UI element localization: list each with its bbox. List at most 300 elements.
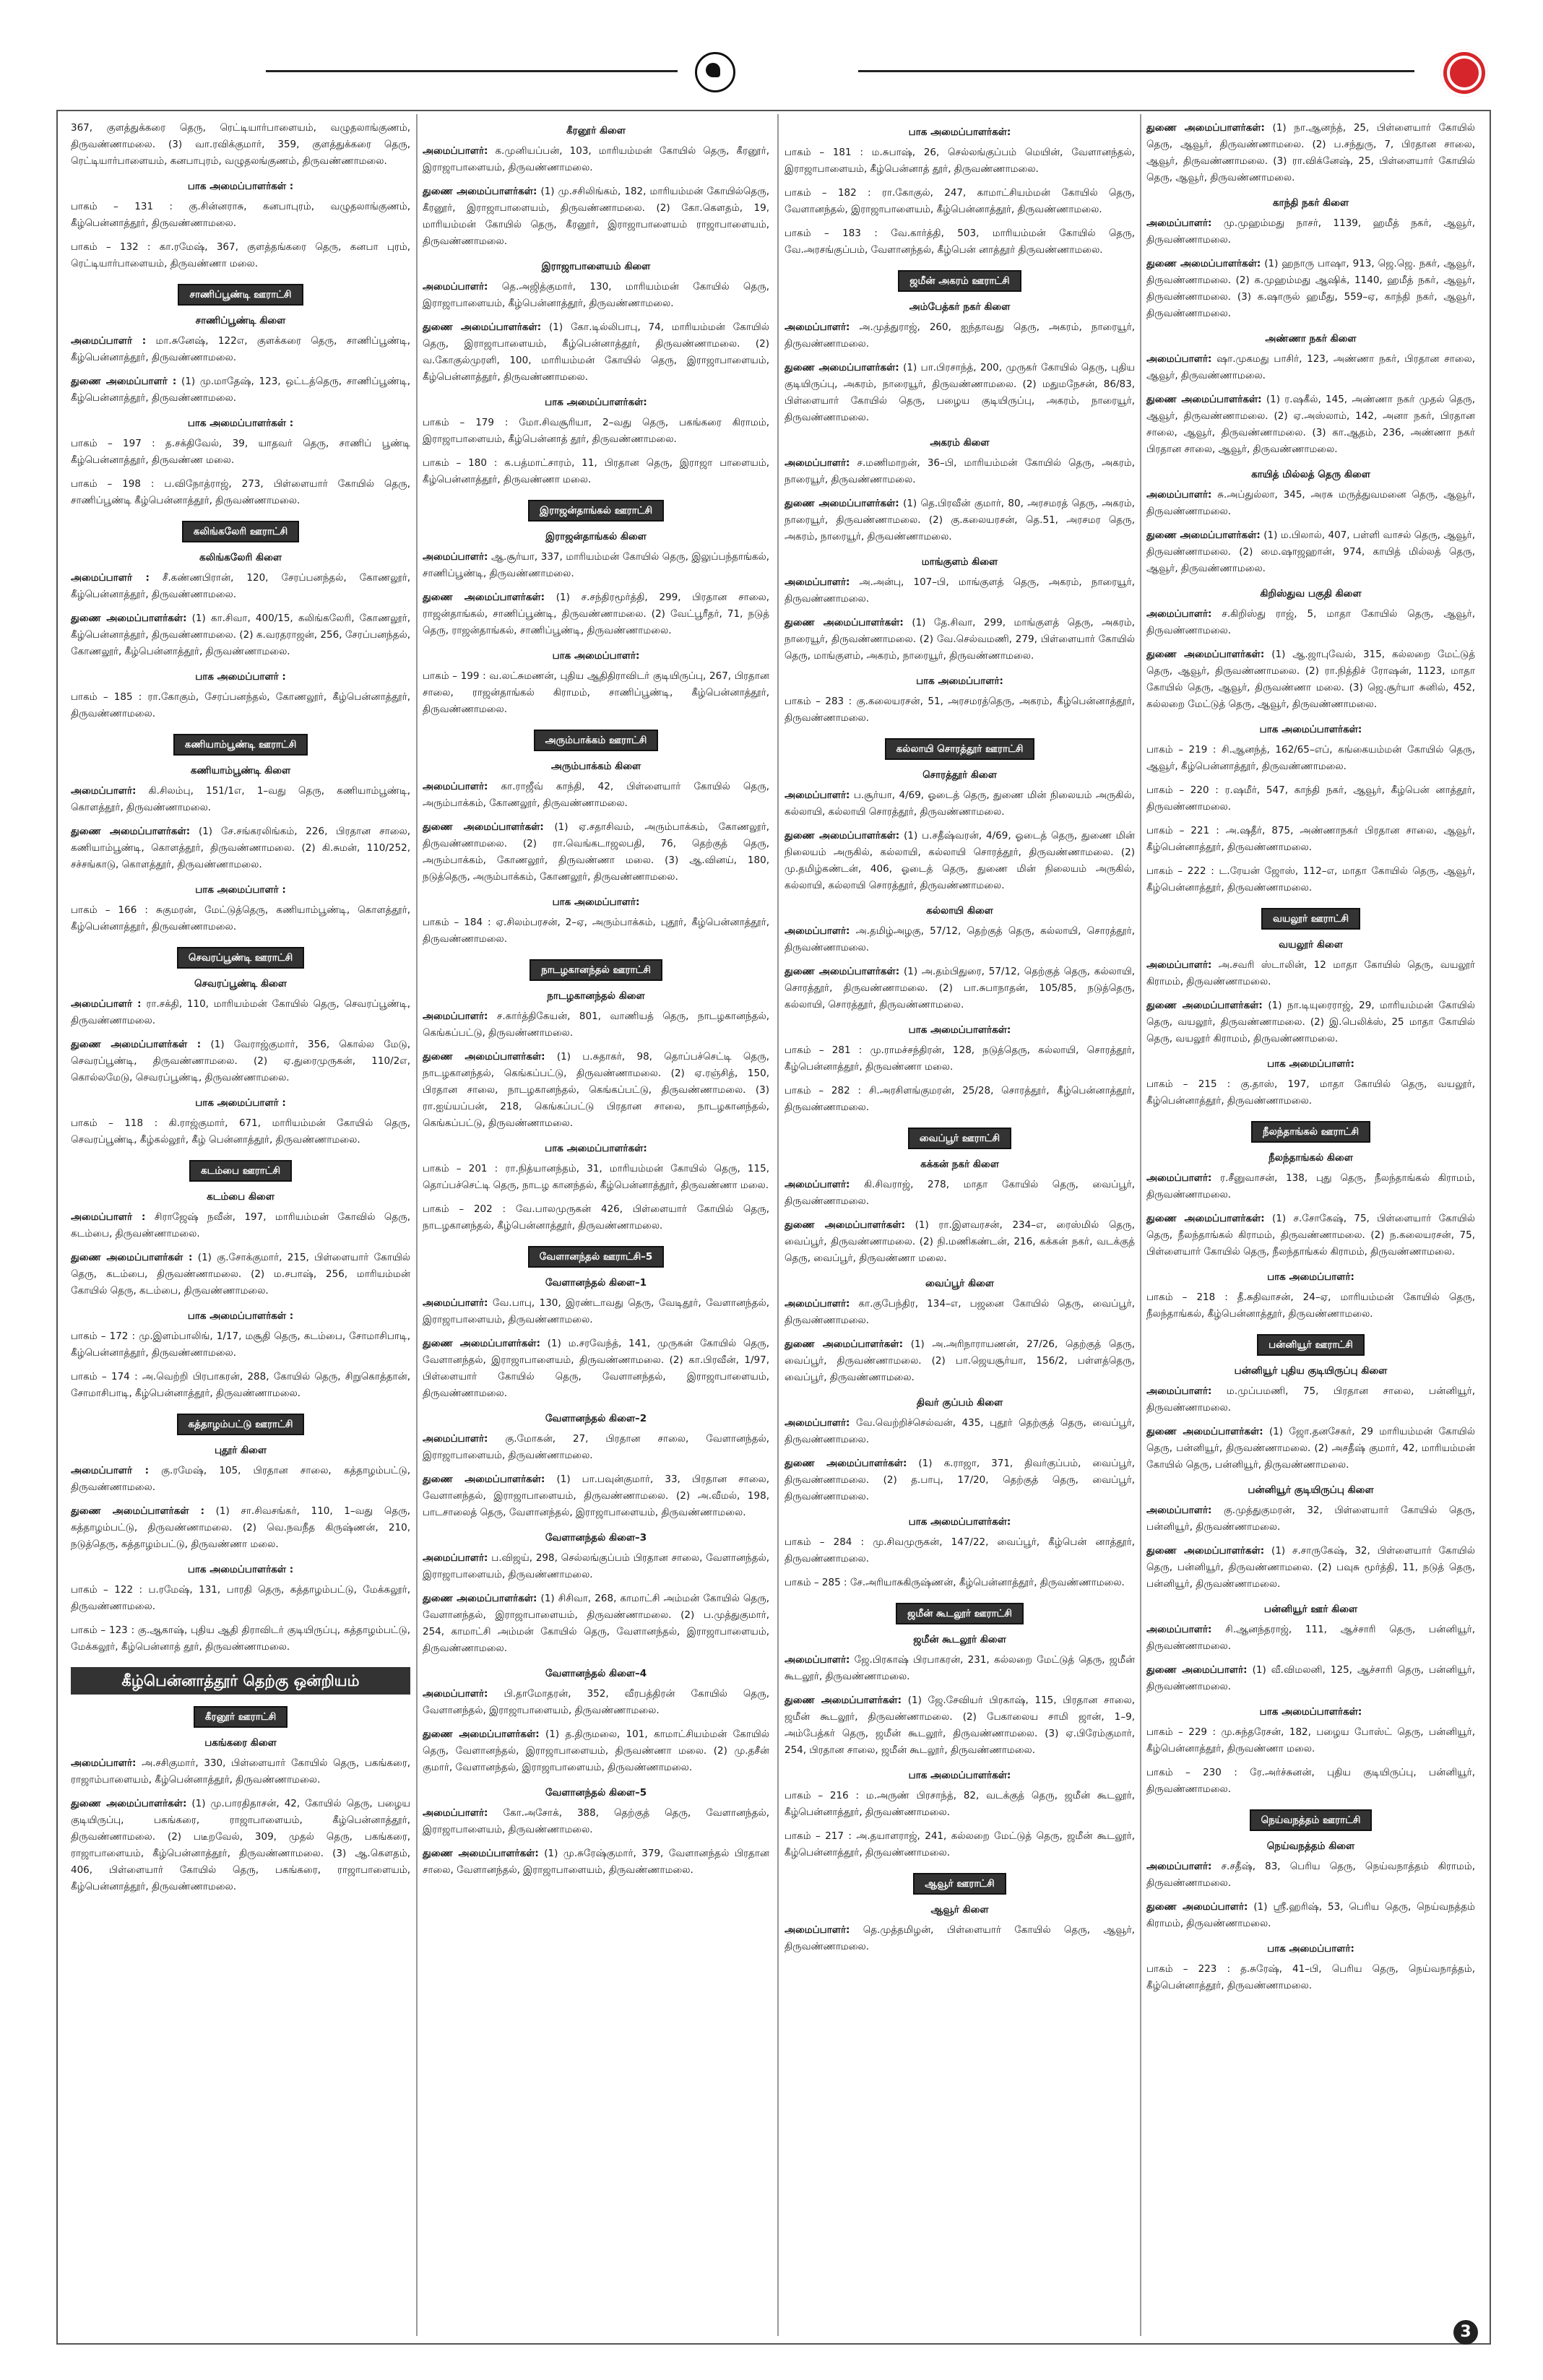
- entry-text: (1) மு.மாதேஷ், 123, ஒட்டத்தெரு, சாணிப்பூண்டி, கீழ்பென்னாத்தூர், திருவண்ணாமலை.: [71, 376, 410, 404]
- entry-paragraph: [785, 828, 1135, 894]
- role-label: துணை அமைப்பாளர்கள்:: [785, 1695, 902, 1706]
- panchayat-banner: [785, 738, 1135, 760]
- entry-paragraph: [1146, 1899, 1475, 1932]
- role-label: துணை அமைப்பாளர்கள்:: [423, 1848, 539, 1859]
- entry-paragraph: [785, 225, 1135, 259]
- branch-heading: சொரத்தூர் கிளை: [922, 769, 997, 781]
- branch-heading: அகரம் கிளை: [930, 437, 990, 449]
- entry-paragraph: [785, 693, 1135, 727]
- panchayat-banner: [71, 1706, 410, 1728]
- panchayat-banner-text: நாடழகானந்தல் ஊராட்சி: [530, 959, 662, 981]
- entry-paragraph: [1146, 606, 1475, 639]
- entry-text: வே.வெற்றிச்செல்வன், 435, புதூர் தெற்குத் தெரு, வைப்பூர், திருவண்ணாமலை.: [785, 1417, 1135, 1445]
- entry-text: பாகம் – 217 : அ.தயாளராஜ், 241, கல்லறை மேட்டுத் தெரு, ஜமீன் கூடலூர், கீழ்பென்னாத்தூர், திருவண்ணாமலை.: [785, 1830, 1135, 1858]
- entry-text: பாகம் – 282 : சி.அரசிளங்குமரன், 25/28, சொரத்தூர், கீழ்பென்னாத்தூர், திருவண்ணாமலை.: [785, 1085, 1135, 1113]
- entry-paragraph: [71, 1622, 410, 1656]
- role-label: அமைப்பாளர்:: [785, 789, 850, 801]
- entry-paragraph: [1146, 1424, 1475, 1474]
- branch-heading: வயலூர் கிளை: [1279, 939, 1343, 951]
- entry-paragraph: [423, 1591, 769, 1657]
- section-subheading: பாக அமைப்பாளர்:: [916, 675, 1003, 687]
- entry-paragraph: [785, 615, 1135, 665]
- column-4: [1146, 120, 1475, 2330]
- entry-paragraph: [1146, 742, 1475, 775]
- entry-paragraph: [423, 819, 769, 886]
- entry-text: அ.அன்பு, 107–பி, மாங்குளத் தெரு, அகரம், நாரையூர், திருவண்ணாமலை.: [785, 576, 1135, 605]
- role-label: அமைப்பாளர்:: [1146, 217, 1212, 229]
- entry-paragraph: [71, 1755, 410, 1788]
- entry-text: தெ.முத்தமிழன், பிள்ளையார் கோயில் தெரு, ஆவூர், திருவண்ணாமலை.: [785, 1924, 1135, 1952]
- entry-paragraph: [785, 1692, 1135, 1759]
- panchayat-banner-text: பன்னியூர் ஊராட்சி: [1257, 1334, 1365, 1356]
- entry-paragraph: [423, 415, 769, 448]
- role-label: அமைப்பாளர் :: [71, 572, 150, 584]
- entry-paragraph: [423, 1686, 769, 1719]
- branch-heading: சாணிப்பூண்டி கிளை: [195, 315, 286, 326]
- entry-text: பாகம் – 284 : மு.சிவமுருகன், 147/22, வைப்பூர், கீழ்பென் னாத்தூர், திருவண்ணாமலை.: [785, 1536, 1135, 1565]
- section-subheading: பாக அமைப்பாளர்கள்:: [908, 126, 1011, 138]
- entry-paragraph: [785, 1575, 1135, 1591]
- entry-paragraph: [423, 1161, 769, 1194]
- entry-paragraph: [1146, 1662, 1475, 1695]
- entry-text: 367, குளத்துக்கரை தெரு, ரெட்டியார்பாளையம், வழுதலாங்குணம், திருவண்ணாமலை. (3) வா.ரவிக்குமார், 359, குளத்துக்கரை தெரு, ரெட்டியார்பாளையம், கனபாபுரம், வழுதலங்குணம், திருவண்ணாமலை.: [71, 122, 410, 167]
- entry-paragraph: [1146, 351, 1475, 384]
- section-subheading: பாக அமைப்பாளர்கள்:: [908, 1770, 1011, 1781]
- section-subheading: பாக அமைப்பாளர்:: [1267, 1271, 1354, 1283]
- entry-paragraph: [1146, 215, 1475, 248]
- entry-text: பாகம் – 122 : ப.ரமேஷ், 131, பாரதி தெரு, கத்தாழம்பட்டு, மேக்கலூர், திருவண்ணாமலை.: [71, 1584, 410, 1612]
- entry-text: கு.முத்துகுமரன், 32, பிள்ளையார் கோயில் தெரு, பன்னியூர், திருவண்ணாமலை.: [1146, 1505, 1475, 1533]
- role-label: துணை அமைப்பாளர்கள்:: [1146, 1426, 1263, 1437]
- entry-text: (1) சே.சங்கரலிங்கம், 226, பிரதான சாலை, கணியாம்பூண்டி, கொளத்தூர், திருவண்ணாமலை. (2) கி.சுமன், 110/252, சச்சங்காடு, கொளத்தூர், திருவண்ணாமலை.: [71, 826, 410, 870]
- role-label: துணை அமைப்பாளர்கள்:: [785, 1338, 903, 1350]
- entry-paragraph: [71, 902, 410, 935]
- role-label: துணை அமைப்பாளர்கள்:: [423, 321, 542, 333]
- entry-text: (1) ப.சுதாகர், 98, தொப்பச்செட்டி தெரு, நாடழகானந்தல், கெங்கப்பட்டு, திருவண்ணாமலை. (2) ஏ.ரஞ்சித், 150, பிரதான சாலை, நாடழகானந்தல், கெங்கப்பட்டு, திருவண்ணாமலை. (3) ரா.ஐய்யப்பன், 218, கெங்கப்பட்டு பிரதான சாலை, நாடழகானந்தல், கெங்கப்பட்டு, திருவண்ணாமலை.: [423, 1051, 769, 1129]
- section-subheading: பாக அமைப்பாளர்:: [1267, 1058, 1354, 1070]
- panchayat-banner-text: நீலந்தாங்கல் ஊராட்சி: [1251, 1121, 1370, 1143]
- panchayat-banner: [71, 1414, 410, 1435]
- section-subheading: பாக அமைப்பாளர்கள்:: [908, 1516, 1011, 1528]
- entry-paragraph: [71, 333, 410, 366]
- role-label: அமைப்பாளர்:: [71, 1757, 137, 1769]
- panchayat-banner: [1146, 1334, 1475, 1356]
- entry-text: மு.முஹம்மது நாசர், 1139, ஹமீத் நகர், ஆவூர், திருவண்ணாமலை.: [1146, 217, 1475, 246]
- section-subheading: பாக அமைப்பாளர்கள்:: [908, 1024, 1011, 1036]
- entry-text: ஆ.சூர்யா, 337, மாரியம்மன் கோயில் தெரு, இலுப்பந்தாங்கல், சாணிப்பூண்டி, திருவண்ணாமலை.: [423, 551, 769, 579]
- role-label: அமைப்பாளர்:: [1146, 959, 1212, 971]
- column-divider: [777, 114, 779, 2336]
- entry-text: பாகம் – 285 : சே.அரியாசுகிருஷ்ணன், கீழ்பென்னாத்தூர், திருவண்ணாமலை.: [785, 1577, 1125, 1588]
- entry-text: அ.முத்துராஜ், 260, ஐந்தாவது தெரு, அகரம், நாரையூர், திருவண்ணாமலை.: [785, 321, 1135, 350]
- entry-text: ச.மணிமாறன், 36–பி, மாரியம்மன் கோயில் தெரு, அகரம், நாரையூர், திருவண்ணாமலை.: [785, 457, 1135, 485]
- entry-text: பாகம் – 132 : கா.ரமேஷ், 367, குளத்தங்கரை தெரு, கனபா புரம், ரெட்டியார்பாளையம், திருவண்ணா மலை.: [71, 241, 410, 269]
- entry-paragraph: [785, 1177, 1135, 1210]
- branch-heading: வேளானந்தல் கிளை–2: [545, 1413, 647, 1424]
- panchayat-banner: [1146, 908, 1475, 930]
- entry-text: (1) தே.சிவா, 299, மாங்குளத் தெரு, அகரம், நாரையூர், திருவண்ணாமலை. (2) வே.செல்வமணி, 279, பிள்ளையார் கோயில் தெரு, மாங்குளம், அகரம், நாரையூர், திருவண்ணாமலை.: [785, 617, 1135, 662]
- entry-paragraph: [1146, 1211, 1475, 1260]
- entry-paragraph: [785, 360, 1135, 426]
- panchayat-banner: [785, 1128, 1135, 1149]
- section-subheading: பாக அமைப்பாளர்:: [552, 896, 640, 908]
- role-label: துணை அமைப்பாளர்கள்:: [785, 1458, 907, 1469]
- entry-text: கா.குபேந்திர, 134–எ, பஜனை கோயில் தெரு, வைப்பூர், திருவண்ணாமலை.: [785, 1298, 1135, 1326]
- role-label: துணை அமைப்பாளர்கள் :: [71, 1252, 193, 1263]
- entry-text: (1) ச.சந்திரமூர்த்தி, 299, பிரதான சாலை, ராஜன்தாங்கல், சாணிப்பூண்டி, திருவண்ணாமலை. (2) வேட்பூரீதர், 71, நடுத் தெரு, ராஜன்தாங்கல், சாணிப்பூண்டி, திருவண்ணாமலை.: [423, 592, 769, 636]
- entry-text: (1) தெ.பிரவீன் குமார், 80, அரசமரத் தெரு, அகரம், நாரையூர், திருவண்ணாமலை. (2) கு.கலையரசன், தெ.51, அரசமர தெரு, அகரம், நாரையூர், திருவண்ணாமலை.: [785, 498, 1135, 542]
- role-label: அமைப்பாளர்:: [1146, 1861, 1212, 1872]
- entry-paragraph: [785, 185, 1135, 218]
- entry-paragraph: [1146, 391, 1475, 458]
- entry-paragraph: [423, 1336, 769, 1402]
- entry-text: (1) ம.பிலால், 407, பள்ளி வாசல் தெரு, ஆவூர், திருவண்ணாமலை. (2) மை.ஷாஜஹான், 974, காயித் மில்லத் தெரு, ஆவூர், திருவண்ணாமலை.: [1146, 529, 1475, 574]
- entry-paragraph: [785, 1788, 1135, 1821]
- panchayat-banner: [71, 947, 410, 969]
- entry-paragraph: [423, 668, 769, 718]
- role-label: அமைப்பாளர்:: [785, 576, 850, 588]
- entry-text: பாகம் – 218 : தீ.சுதிவாசன், 24–ஏ, மாரியம்மன் கோயில் தெரு, நீலந்தாங்கல், கீழ்பென்னாத்தூர், திருவண்ணாமலை.: [1146, 1291, 1475, 1320]
- panchayat-banner-text: கல்லாயி சொரத்தூர் ஊராட்சி: [885, 738, 1035, 760]
- role-label: துணை அமைப்பாளர்:: [1146, 1664, 1248, 1676]
- entry-paragraph: [1146, 823, 1475, 856]
- entry-paragraph: [71, 996, 410, 1029]
- section-subheading: பாக அமைப்பாளர்கள்:: [545, 397, 647, 408]
- role-label: அமைப்பாளர்:: [785, 321, 850, 333]
- panchayat-banner-text: கத்தாழம்பட்டு ஊராட்சி: [177, 1414, 305, 1435]
- entry-paragraph: [1146, 487, 1475, 520]
- role-label: துணை அமைப்பாளர்கள்:: [423, 1051, 545, 1063]
- entry-paragraph: [71, 1369, 410, 1402]
- entry-paragraph: [423, 279, 769, 312]
- role-label: அமைப்பாளர்:: [423, 781, 488, 792]
- entry-paragraph: [1146, 1076, 1475, 1109]
- entry-text: (1) நா.ஆனந்த், 25, பிள்ளையார் கோயில் தெரு, ஆவூர், திருவண்ணாமலை. (2) ப.சந்துரு, 7, பிரதான சாலை, ஆவூர், திருவண்ணாமலை. (3) ரா.விக்னேஷ், 25, பிள்ளையார் கோயில் தெரு, ஆவூர், திருவண்ணாமலை.: [1146, 122, 1475, 183]
- panchayat-banner: [71, 284, 410, 306]
- branch-heading: பன்னியூர் குடியிருப்பு கிளை: [1248, 1484, 1374, 1496]
- entry-paragraph: [71, 1463, 410, 1496]
- role-label: துணை அமைப்பாளர்கள்:: [1146, 394, 1262, 405]
- panchayat-banner-text: ஜமீன் அகரம் ஊராட்சி: [898, 270, 1021, 292]
- entry-paragraph: [423, 549, 769, 582]
- entry-paragraph: [423, 1431, 769, 1464]
- entry-text: (1) ஆ.ஜாபுவேல், 315, கல்லறை மேட்டுத் தெரு, ஆவூர், திருவண்ணாமலை. (2) ரா.நித்திச் ரோஷன், 1123, மாதா கோயில் தெரு, ஆவூர், திருவண்ணா மலை. (3) ஜெ.சூர்யா சுனில், 452, கல்லறை மேட்டுத் தெரு, ஆவூர், திருவண்ணாமலை.: [1146, 649, 1475, 710]
- header-rule-right: [858, 70, 1414, 72]
- branch-heading: மாங்குளம் கிளை: [921, 556, 998, 568]
- entry-paragraph: [423, 1845, 769, 1879]
- entry-text: கா.ராஜீவ் காந்தி, 42, பிள்ளையார் கோயில் தெரு, அரும்பாக்கம், கோணலூர், திருவண்ணாமலை.: [423, 781, 769, 809]
- section-subheading: பாக அமைப்பாளர்:: [1267, 1943, 1354, 1955]
- entry-text: கி.சிவராஜ், 278, மாதா கோயில் தெரு, வைப்பூர், திருவண்ணாமலை.: [785, 1179, 1135, 1207]
- role-label: அமைப்பாளர்:: [785, 1417, 850, 1429]
- entry-text: (1) சா.சிவசங்கர், 110, 1–வது தெரு, கத்தாழம்பட்டு, திருவண்ணாமலை. (2) வெ.நவநீத கிருஷ்ணன், 210, நடுத்தெரு, கத்தாழம்பட்டு, திருவண்ணா மலை.: [71, 1505, 410, 1550]
- branch-heading: கணியாம்பூண்டி கிளை: [190, 765, 291, 776]
- entry-text: ப.சூர்யா, 4/69, ஓடைத் தெரு, துணை மின் நிலையம் அருகில், கல்லாயி, கல்லாயி சொரத்தூர், திருவண்ணாமலை.: [785, 789, 1135, 818]
- branch-heading: கல்லாயி கிளை: [926, 905, 993, 917]
- entry-paragraph: [785, 1336, 1135, 1386]
- entry-paragraph: [71, 1115, 410, 1148]
- entry-paragraph: [785, 1042, 1135, 1076]
- section-subheading: பாக அமைப்பாளர்கள் :: [187, 1310, 294, 1322]
- entry-text: ஜே.பிரகாஷ் பிரபாகரன், 231, கல்லறை மேட்டுத் தெரு, ஜமீன் கூடலூர், திருவண்ணாமலை.: [785, 1654, 1135, 1682]
- entry-paragraph: [1146, 646, 1475, 713]
- entry-paragraph: [423, 914, 769, 948]
- role-label: அமைப்பாளர்:: [423, 281, 488, 293]
- entry-paragraph: [71, 1328, 410, 1362]
- entry-text: பாகம் – 201 : ரா.நித்யானந்தம், 31, மாரியம்மன் கோயில் தெரு, 115, தொப்பச்செட்டி தெரு, நாடழ கானந்தல், கீழ்பென்னாத்தூர், திருவண்ணா மலை.: [423, 1163, 769, 1191]
- entry-text: (1) கா.சிவா, 400/15, கலிங்கலேரி, கோணலூர், கீழ்பென்னாத்தூர், திருவண்ணாமலை. (2) க.வரதராஜன், 256, சேரப்பனந்தல், கோணலூர், கீழ்பென்னாத்தூர், திருவண்ணாமலை.: [71, 613, 410, 657]
- entry-text: ப.விஜய், 298, செல்லங்குப்பம் பிரதான சாலை, வேளானந்தல், இராஜாபாளையம், திருவண்ணாமலை.: [423, 1552, 769, 1580]
- column-1: [71, 120, 410, 2330]
- entry-paragraph: [785, 574, 1135, 607]
- role-label: அமைப்பாளர்:: [785, 1654, 850, 1666]
- entry-text: பாகம் – 166 : சுகுமரன், மேட்டுத்தெரு, கணியாம்பூண்டி, கொளத்தூர், கீழ்பென்னாத்தூர், திருவண்ணாமலை.: [71, 904, 410, 932]
- role-label: துணை அமைப்பாளர்கள்:: [423, 1474, 545, 1485]
- section-subheading: பாக அமைப்பாளர் :: [195, 1097, 286, 1109]
- entry-paragraph: [1146, 782, 1475, 815]
- role-label: அமைப்பாளர்:: [1146, 608, 1212, 620]
- role-label: துணை அமைப்பாளர்கள்:: [1146, 649, 1265, 660]
- role-label: துணை அமைப்பாளர்கள்:: [1146, 529, 1261, 541]
- entry-paragraph: [423, 319, 769, 386]
- panchayat-banner: [423, 730, 769, 751]
- entry-text: பாகம் – 229 : மு.சுந்தரேசன், 182, பழைய போஸ்ட் தெரு, பன்னியூர், கீழ்பென்னாத்தூர், திருவண்ணா மலை.: [1146, 1726, 1475, 1754]
- entry-text: (1) த.திருமலை, 101, காமாட்சியம்மன் கோயில் தெரு, வேளானந்தல், இராஜாபாளையம், திருவண்ணா மலை. (2) மு.தசீன் குமார், வேளானந்தல், இராஜாபாளையம், திருவண்ணாமலை.: [423, 1728, 769, 1773]
- entry-text: (1) ச.சோகேஷ், 75, பிள்ளையார் கோயில் தெரு, நீலந்தாங்கல் கிராமம், திருவண்ணாமலை. (2) ந.கலையரசன், 75, பிள்ளையார் கோயில் தெரு, நீலந்தாங்கல் கிராமம், திருவண்ணாமலை.: [1146, 1213, 1475, 1258]
- role-label: துணை அமைப்பாளர்கள்:: [1146, 1213, 1265, 1224]
- role-label: அமைப்பாளர்:: [423, 1011, 488, 1022]
- entry-paragraph: [1146, 1543, 1475, 1593]
- entry-paragraph: [423, 183, 769, 250]
- entry-text: (1) மு.பாரதிதாசன், 42, கோயில் தெரு, பழைய குடியிருப்பு, பகங்கரை, ராஜாபாளையம், கீழ்பென்னாத்தூர், திருவண்ணாமலை. (2) படீறவேல், 309, முதல் தெரு, பகங்கரை, ராஜாபாளையம், கீழ்பென்னாத்தூர், திருவண்ணாமலை. (3) ஆ.கௌதம், 406, பிள்ளையார் கோயில் தெரு, பகங்கரை, ராஜாபாளையம், கீழ்பென்னாத்தூர், திருவண்ணாமலை.: [71, 1798, 410, 1892]
- role-label: துணை அமைப்பாளர்கள்:: [1146, 1545, 1265, 1557]
- entry-text: பாகம் – 185 : ரா.கோகும், சேரப்பனந்தல், கோணலூர், கீழ்பென்னாத்தூர், திருவண்ணாமலை.: [71, 691, 410, 719]
- panchayat-banner-text: கலிங்கலேரி ஊராட்சி: [182, 521, 299, 542]
- role-label: அமைப்பாளர்:: [1146, 1385, 1212, 1397]
- entry-paragraph: [1146, 1724, 1475, 1757]
- branch-heading: வேளானந்தல் கிளை–1: [545, 1277, 647, 1289]
- branch-heading: அரும்பாக்கம் கிளை: [550, 761, 641, 772]
- entry-paragraph: [71, 476, 410, 509]
- entry-text: பாகம் – 131 : கு.சின்னராசு, கனபாபுரம், வழுதலாங்குணம், கீழ்பென்னாத்தூர், திருவண்ணாமலை.: [71, 201, 410, 229]
- entry-text: (1) ர.ஷகீல், 145, அண்ணா நகர் முதல் தெரு, ஆவூர், திருவண்ணாமலை. (2) ஏ.அஸ்லாம், 142, அனா நகர், பிரதான சாலை, ஆவூர், திருவண்ணாமலை. (3) கா.ஆதம், 236, அண்ணா நகர் பிரதான சாலை, ஆவூர், திருவண்ணாமலை.: [1146, 394, 1475, 455]
- section-subheading: பாக அமைப்பாளர்கள்:: [545, 1143, 647, 1154]
- entry-paragraph: [785, 144, 1135, 178]
- entry-text: பாகம் – 182 : ரா.கோகுல், 247, காமாட்சியம்மன் கோயில் தெரு, வேளானந்தல், இராஜாபாளையம், கீழ்பென்னாத்தூர், திருவண்ணாமலை.: [785, 187, 1135, 215]
- emblem-icon: [695, 52, 735, 92]
- entry-text: (1) வேராஜ்குமார், 356, கொல்ல மேடு, செவரப்பூண்டி, திருவண்ணாமலை. (2) ஏ.துரைமுருகன், 110/2எ, கொல்லமேடு, செவரப்பூண்டி, திருவண்ணாமலை.: [71, 1039, 410, 1083]
- panchayat-banner-text: இராஜன்தாங்கல் ஊராட்சி: [528, 500, 664, 522]
- branch-heading: கீரனூர் கிளை: [566, 125, 626, 137]
- entry-text: சு.அப்துல்லா, 345, அரசு மருத்துவமனை தெரு, ஆவூர், திருவண்ணாமலை.: [1146, 489, 1475, 517]
- entry-text: ம.முப்பமணி, 75, பிரதான சாலை, பன்னியூர், திருவண்ணாமலை.: [1146, 1385, 1475, 1414]
- branch-heading: காந்தி நகர் கிளை: [1272, 197, 1349, 209]
- entry-paragraph: [785, 1455, 1135, 1505]
- entry-text: (1) க.ராஜா, 371, திவர்குப்பம், வைப்பூர், திருவண்ணாமலை. (2) த.பாபு, 17/20, தெற்குத் தெரு, வைப்பூர், திருவண்ணாமலை.: [785, 1458, 1135, 1502]
- role-label: அமைப்பாளர்:: [1146, 1624, 1212, 1635]
- column-3: [785, 120, 1135, 2330]
- entry-text: பாகம் – 223 : த.சுரேஷ், 41–பி, பெரிய தெரு, நெய்வநாத்தம், கீழ்பென்னாத்தூர், திருவண்ணாமலை.: [1146, 1963, 1475, 1991]
- entry-paragraph: [71, 239, 410, 272]
- entry-paragraph: [1146, 1622, 1475, 1655]
- entry-paragraph: [785, 1922, 1135, 1955]
- branch-heading: வேளானந்தல் கிளை–3: [545, 1532, 647, 1544]
- role-label: அமைப்பாளர்:: [785, 1179, 850, 1190]
- entry-paragraph: [423, 779, 769, 812]
- entry-paragraph: [785, 1217, 1135, 1267]
- entry-text: (1) ரா.இளவரசன், 234–எ, ரைஸ்மில் தெரு, வைப்பூர், திருவண்ணாமலை. (2) நி.மணிகண்டன், 216, கக்கன் நகர், வடக்குத் தெரு, வைப்பூர், திருவண்ணா மலை.: [785, 1219, 1135, 1264]
- panchayat-banner-text: நெய்வநத்தம் ஊராட்சி: [1250, 1809, 1373, 1831]
- entry-paragraph: [423, 1049, 769, 1132]
- entry-paragraph: [71, 689, 410, 722]
- entry-paragraph: [1146, 120, 1475, 186]
- entry-text: சி.ஆனந்தராஜ், 111, ஆச்சாரி தெரு, பன்னியூர், திருவண்ணாமலை.: [1146, 1624, 1475, 1652]
- entry-text: பாகம் – 174 : அ.வெற்றி பிரபாகரன், 288, கோயில் தெரு, சிறுகொத்தான், சோமாசிபாடி, கீழ்பென்னாத்தூர், திருவண்ணாமலை.: [71, 1371, 410, 1399]
- branch-heading: கலிங்கலேரி கிளை: [199, 552, 282, 563]
- entry-text: பாகம் – 179 : மோ.சிவசூரியா, 2–வது தெரு, பகங்கரை கிராமம், இராஜாபாளையம், கீழ்பென்னாத் தூர், திருவண்ணாமலை.: [423, 417, 769, 445]
- branch-heading: அண்ணா நகர் கிளை: [1265, 333, 1357, 345]
- panchayat-banner: [71, 734, 410, 756]
- panchayat-banner-text: ஜமீன் கூடலூர் ஊராட்சி: [896, 1603, 1024, 1624]
- entry-text: பாகம் – 172 : மு.இளம்பாலிங், 1/17, மசூதி தெரு, கடம்பை, சோமாசிபாடி, கீழ்பென்னாத்தூர், திருவண்ணாமலை.: [71, 1330, 410, 1359]
- entry-text: (1) நா.டியுரைராஜ், 29, மாரியம்மன் கோயில் தெரு, வயலூர், திருவண்ணாமலை. (2) இ.பெலிக்ஸ், 25 மாதா கோயில் தெரு, வயலூர் கிராமம், திருவண்ணாமலை.: [1146, 1000, 1475, 1044]
- entry-text: பாகம் – 183 : வே.கார்த்தி, 503, மாரியம்மன் கோயில் தெரு, வே.அரசங்குப்பம், வேளானந்தல், கீழ்பென் னாத்தூர் திருவண்ணாமலை.: [785, 228, 1135, 256]
- entry-paragraph: [71, 436, 410, 469]
- entry-paragraph: [785, 1652, 1135, 1685]
- entry-paragraph: [71, 610, 410, 660]
- entry-text: பாகம் – 230 : ரே.அர்ச்சுனன், புதிய குடியிருப்பு, பன்னியூர், திருவண்ணாமலை.: [1146, 1767, 1475, 1795]
- entry-text: சீ.கண்ணபிரான், 120, சேரப்பனந்தல், கோணலூர், கீழ்பென்னாத்தூர், திருவண்ணாமலை.: [71, 572, 410, 600]
- branch-heading: ஜமீன் கூடலூர் கிளை: [913, 1634, 1006, 1645]
- entry-paragraph: [1146, 1961, 1475, 1994]
- entry-text: பாகம் – 219 : சி.ஆனந்த், 162/65–எப், கங்கையம்மன் கோயில் தெரு, ஆவூர், கீழ்பென்னாத்தூர், திருவண்ணாமலை.: [1146, 744, 1475, 772]
- role-label: அமைப்பாளர்:: [785, 1298, 850, 1310]
- branch-heading: இராஜாபாளையம் கிளை: [541, 261, 651, 272]
- role-label: துணை அமைப்பாளர்கள்:: [785, 617, 904, 628]
- entry-text: (1) சிசிவா, 268, காமாட்சி அம்மன் கோயில் தெரு, வேளானந்தல், இராஜாபாளையம், திருவண்ணாமலை. (2) ப.முத்துகுமார், 254, காமாட்சி அம்மன் கோயில் தெரு, வேளானந்தல், இராஜாபாளையம், திருவண்ணாமலை.: [423, 1593, 769, 1654]
- role-label: துணை அமைப்பாளர்கள் :: [71, 1505, 204, 1517]
- entry-text: கோ.அசோக், 388, தெற்குத் தெரு, வேளானந்தல், இராஜாபாளையம், திருவண்ணாமலை.: [423, 1807, 769, 1835]
- branch-heading: பகங்கரை கிளை: [204, 1737, 277, 1749]
- role-label: அமைப்பாளர் :: [71, 1211, 146, 1223]
- panchayat-banner-text: அரும்பாக்கம் ஊராட்சி: [534, 730, 659, 751]
- section-subheading: பாக அமைப்பாளர்கள் :: [187, 1564, 294, 1575]
- panchayat-banner-text: கடம்பை ஊராட்சி: [189, 1160, 292, 1182]
- role-label: அமைப்பாளர்:: [785, 457, 850, 469]
- entry-text: பாகம் – 118 : கி.ராஜ்குமார், 671, மாரியம்மன் கோயில் தெரு, செவரப்பூண்டி, கீழ்கல்லூர், கீழ் பென்னாத்தூர், திருவண்ணாமலை.: [71, 1117, 410, 1146]
- entry-paragraph: [785, 1296, 1135, 1329]
- role-label: துணை அமைப்பாளர்கள்:: [785, 362, 899, 373]
- panchayat-banner-text: சாணிப்பூண்டி ஊராட்சி: [178, 284, 303, 306]
- branch-heading: பன்னியூர் ஊர் கிளை: [1263, 1604, 1358, 1615]
- role-label: அமைப்பாளர்:: [785, 1924, 850, 1936]
- entry-paragraph: [423, 1201, 769, 1234]
- entry-paragraph: [785, 496, 1135, 545]
- role-label: அமைப்பாளர்:: [1146, 1172, 1212, 1184]
- entry-text: க.முனியப்பன், 103, மாரியம்மன் கோயில் தெரு, கீரனூர், இராஜாபாளையம், திருவண்ணாமலை.: [423, 145, 769, 173]
- entry-text: ச.கார்த்திகேயன், 801, வாணியத் தெரு, நாடழகானந்தல், கெங்கப்பட்டு, திருவண்ணாமலை.: [423, 1011, 769, 1039]
- role-label: துணை அமைப்பாளர்கள்:: [423, 592, 545, 603]
- entry-text: (1) அ.தம்பிதுரை, 57/12, தெற்குத் தெரு, கல்லாயி, சொரத்தூர், திருவண்ணாமலை. (2) பா.சுபாநாதன், 105/85, நடுத்தெரு, கல்லாயி, சொரத்தூர், திருவண்ணாமலை.: [785, 966, 1135, 1011]
- role-label: துணை அமைப்பாளர்கள்:: [71, 826, 191, 837]
- entry-text: (1) ப.சதீஷ்வரன், 4/69, ஓடைத் தெரு, துணை மின் நிலையம் அருகில், கல்லாயி, கல்லாயி சொரத்தூர், திருவண்ணாமலை. (2) மு.தமிழ்கண்டன், 406, ஓடைத் தெரு, துணை மின் நிலையம் அருகில், கல்லாயி, கல்லாயி சொரத்தூர், திருவண்ணாமலை.: [785, 830, 1135, 891]
- entry-paragraph: [1146, 256, 1475, 322]
- entry-paragraph: [423, 1550, 769, 1583]
- panchayat-banner-text: வைப்பூர் ஊராட்சி: [908, 1128, 1011, 1149]
- entry-paragraph: [423, 1726, 769, 1776]
- role-label: துணை அமைப்பாளர்கள்:: [71, 613, 187, 624]
- entry-paragraph: [1146, 1289, 1475, 1323]
- role-label: அமைப்பாளர்:: [423, 1297, 488, 1309]
- entry-text: பாகம் – 180 : க.பத்மாட்சாரம், 11, பிரதான தெரு, இராஜா பாளையம், கீழ்பென்னாத்தூர், திருவண்ணா மலை.: [423, 457, 769, 485]
- entry-text: ஷா.முகமது பாசிர், 123, அண்ணா நகர், பிரதான சாலை, ஆவூர், திருவண்ணாமலை.: [1146, 353, 1475, 381]
- panchayat-banner: [1146, 1809, 1475, 1831]
- entry-paragraph: [785, 964, 1135, 1013]
- branch-heading: இராஜன்தாங்கல் கிளை: [545, 531, 647, 542]
- entry-text: பாகம் – 123 : கு.ஆகாஷ், புதிய ஆதி திராவிடர் குடியிருப்பு, கத்தாழம்பட்டு, மேக்கலூர், கீழ்பென்னாத் தூர், திருவண்ணாமலை.: [71, 1624, 410, 1653]
- role-label: அமைப்பாளர்:: [785, 925, 850, 937]
- entry-paragraph: [71, 1796, 410, 1895]
- branch-heading: ஆவூர் கிளை: [930, 1904, 989, 1916]
- panchayat-banner: [71, 1160, 410, 1182]
- panchayat-banner: [423, 500, 769, 522]
- entry-text: பாகம் – 216 : ம.அருண் பிரசாந்த், 82, வடக்குத் தெரு, ஜமீன் கூடலூர், கீழ்பென்னாத்தூர், திருவண்ணாமலை.: [785, 1790, 1135, 1818]
- branch-heading: நீலந்தாங்கல் கிளை: [1268, 1152, 1353, 1164]
- entry-text: பாகம் – 283 : கு.கலையரசன், 51, அரசமரத்தெரு, அகரம், கீழ்பென்னாத்தூர், திருவண்ணாமலை.: [785, 696, 1135, 724]
- entry-paragraph: [71, 199, 410, 232]
- entry-paragraph: [423, 1295, 769, 1328]
- entry-paragraph: [785, 455, 1135, 488]
- entry-text: (1) மு.சசிலிங்கம், 182, மாரியம்மன் கோயில்தெரு, கீரனூர், இராஜாபாளையம், திருவண்ணாமலை. (2) கோ.கௌதம், 19, மாரியம்மன் கோயில் தெரு, கீரனூர், இராஜாபாளையம் ராஜாபாளையம், திருவண்ணாமலை.: [423, 186, 769, 247]
- entry-paragraph: [1146, 1858, 1475, 1892]
- branch-heading: அம்பேத்கர் நகர் கிளை: [909, 301, 1011, 313]
- entry-text: (1) ஹநாரு பாஷா, 913, ஜெ.ஜெ. நகர், ஆவூர், திருவண்ணாமலை. (2) க.முஹம்மது ஆஷிக், 1140, ஹமீத் நகர், ஆவூர், திருவண்ணாமலை. (3) க.ஷாருல் ஹமீது, 559–ஏ, காந்தி நகர், ஆவூர், திருவண்ணாமலை.: [1146, 258, 1475, 319]
- section-subheading: பாக அமைப்பாளர்கள்:: [1259, 1706, 1362, 1718]
- entry-paragraph: [423, 1008, 769, 1042]
- role-label: துணை அமைப்பாளர்கள்:: [423, 821, 544, 833]
- branch-heading: செவரப்பூண்டி கிளை: [194, 978, 287, 990]
- entry-paragraph: [71, 783, 410, 816]
- entry-text: ச.சதீஷ், 83, பெரிய தெரு, நெய்வநாத்தம் கிராமம், திருவண்ணாமலை.: [1146, 1861, 1475, 1889]
- entry-text: (1) பா.பவுன்குமார், 33, பிரதான சாலை, வேளானந்தல், இராஜாபாளையம், திருவண்ணாமலை. (2) அ.வீமல், 198, பாடசாலைத் தெரு, வேளானந்தல், இராஜாபாளையம், திருவண்ணாமலை.: [423, 1474, 769, 1518]
- role-label: அமைப்பாளர்:: [423, 551, 488, 563]
- entry-paragraph: [423, 455, 769, 488]
- entry-text: பாகம் – 181 : ம.சுபாஷ், 26, செல்லங்குப்பம் மெயின், வேளானந்தல், இராஜாபாளையம், கீழ்பென்னாத் தூர், திருவண்ணாமலை.: [785, 147, 1135, 175]
- role-label: அமைப்பாளர்:: [423, 1807, 488, 1819]
- entry-text: (1) வீ.விமலனி, 125, ஆச்சாரி தெரு, பன்னியூர், திருவண்ணாமலை.: [1146, 1664, 1475, 1692]
- role-label: துணை அமைப்பாளர்கள்:: [785, 498, 899, 509]
- entry-paragraph: [71, 373, 410, 407]
- branch-heading: நெய்வநத்தம் கிளை: [1266, 1840, 1355, 1852]
- entry-text: பாகம் – 202 : வே.பாலமுருகன் 426, பிள்ளையார் கோயில் தெரு, நாடழகானந்தல், கீழ்பென்னாத்தூர், திருவண்ணாமலை.: [423, 1203, 769, 1232]
- entry-paragraph: [1146, 863, 1475, 896]
- entry-paragraph: [785, 319, 1135, 352]
- role-label: துணை அமைப்பாளர்:: [1146, 1901, 1248, 1913]
- panchayat-banner-text: வேளானந்தல் ஊராட்சி–5: [528, 1246, 665, 1268]
- section-subheading: பாக அமைப்பாளர்கள் :: [187, 417, 294, 429]
- entry-paragraph: [71, 1037, 410, 1086]
- panchayat-banner: [785, 1603, 1135, 1624]
- section-subheading: பாக அமைப்பாளர் :: [195, 884, 286, 896]
- role-label: அமைப்பாளர்:: [1146, 489, 1212, 501]
- branch-heading: வேளானந்தல் கிளை–5: [545, 1787, 647, 1799]
- entry-text: அ.சவரி ஸ்டாலின், 12 மாதா கோயில் தெரு, வயலூர் கிராமம், திருவண்ணாமலை.: [1146, 959, 1475, 987]
- entry-text: பாகம் – 215 : கு.தாஸ், 197, மாதா கோயில் தெரு, வயலூர், கீழ்பென்னாத்தூர், திருவண்ணாமலை.: [1146, 1078, 1475, 1107]
- branch-heading: கிறிஸ்துவ பகுதி கிளை: [1260, 588, 1362, 600]
- entry-text: பாகம் – 198 : ப.விநோத்ராஜ், 273, பிள்ளையார் கோயில் தெரு, சாணிப்பூண்டி கீழ்பென்னாத்தூர், திருவண்ணாமலை.: [71, 478, 410, 506]
- entry-text: (1) ச.சாருகேஷ், 32, பிள்ளையார் கோயில் தெரு, பன்னியூர், திருவண்ணாமலை. (2) பவுசு மூர்த்தி, 11, நடுத் தெரு, பன்னியூர், திருவண்ணாமலை.: [1146, 1545, 1475, 1590]
- entry-text: (1) ஜோ.தனசேகர், 29 மாரியம்மன் கோயில் தெரு, பன்னியூர், திருவண்ணாமலை. (2) அசதீஷ் குமார், 42, மாரியம்மன் கோயில் தெரு, பன்னியூர், திருவண்ணாமலை.: [1146, 1426, 1475, 1471]
